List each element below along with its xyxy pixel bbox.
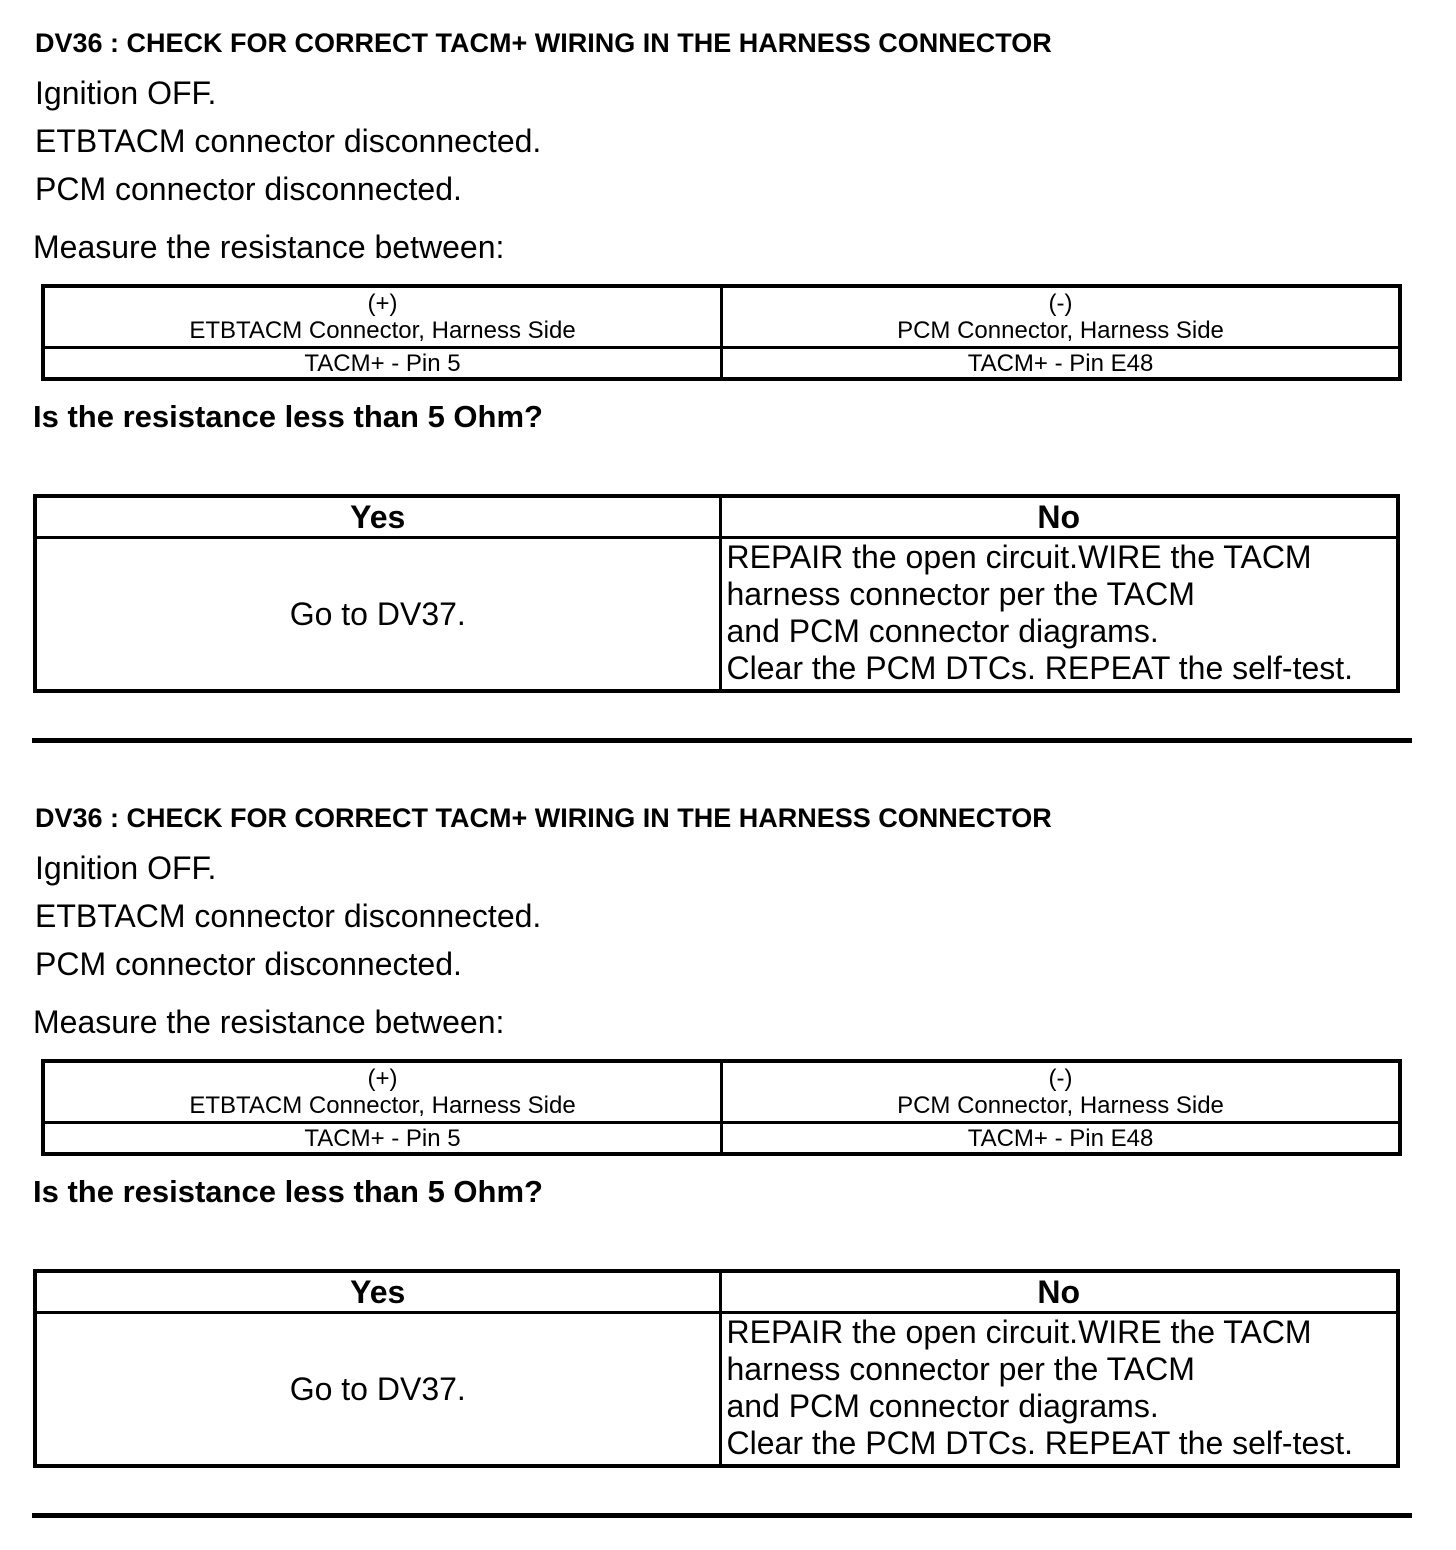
- section-divider: [32, 738, 1412, 743]
- plus-connector-label: ETBTACM Connector, Harness Side: [189, 317, 576, 344]
- plus-pin-value: TACM+ - Pin 5: [43, 348, 722, 380]
- step-instruction: PCM connector disconnected.: [35, 946, 462, 982]
- measurement-value-row: [43, 1123, 1400, 1155]
- step-title: DV36 : CHECK FOR CORRECT TACM+ WIRING IN THE HARNESS CONNECTOR: [35, 28, 1052, 58]
- no-header: No: [720, 1271, 1398, 1313]
- minus-header-cell: [722, 286, 1401, 348]
- section-divider: [32, 1513, 1412, 1518]
- measurement-table: [41, 284, 1402, 381]
- result-header-row: [35, 496, 1398, 538]
- plus-header-cell: [43, 1061, 722, 1123]
- yes-action: Go to DV37.: [35, 1313, 720, 1467]
- plus-pin-value: TACM+ - Pin 5: [43, 1123, 722, 1155]
- yes-header: Yes: [35, 1271, 720, 1313]
- minus-connector-label: PCM Connector, Harness Side: [897, 317, 1224, 344]
- minus-pin-value: TACM+ - Pin E48: [722, 1123, 1401, 1155]
- plus-connector-label: ETBTACM Connector, Harness Side: [189, 1092, 576, 1119]
- result-table: [33, 494, 1400, 693]
- minus-connector-label: PCM Connector, Harness Side: [897, 1092, 1224, 1119]
- measure-label: Measure the resistance between:: [33, 1004, 505, 1040]
- step-instruction: ETBTACM connector disconnected.: [35, 123, 542, 159]
- minus-pin-value: TACM+ - Pin E48: [722, 348, 1401, 380]
- step-instruction: Ignition OFF.: [35, 850, 217, 886]
- no-header: No: [720, 496, 1398, 538]
- minus-sign: (-): [1048, 1065, 1073, 1092]
- result-header-row: [35, 1271, 1398, 1313]
- minus-header-cell: [722, 1061, 1401, 1123]
- plus-sign: (+): [367, 1065, 398, 1092]
- no-action: [720, 1313, 1398, 1467]
- decision-question: Is the resistance less than 5 Ohm?: [33, 1174, 543, 1209]
- no-action-line: and PCM connector diagrams.: [726, 1388, 1159, 1424]
- result-table: [33, 1269, 1400, 1468]
- no-action-line: REPAIR the open circuit.WIRE the TACM: [726, 539, 1312, 575]
- no-action: [720, 538, 1398, 692]
- no-action-line: and PCM connector diagrams.: [726, 613, 1159, 649]
- plus-sign: (+): [367, 290, 398, 317]
- yes-header: Yes: [35, 496, 720, 538]
- decision-question: Is the resistance less than 5 Ohm?: [33, 399, 543, 434]
- step-instruction: PCM connector disconnected.: [35, 171, 462, 207]
- no-action-line: harness connector per the TACM: [726, 1351, 1195, 1387]
- no-action-line: Clear the PCM DTCs. REPEAT the self-test.: [726, 1425, 1354, 1461]
- step-title: DV36 : CHECK FOR CORRECT TACM+ WIRING IN THE HARNESS CONNECTOR: [35, 803, 1052, 833]
- measurement-table: [41, 1059, 1402, 1156]
- step-instruction: ETBTACM connector disconnected.: [35, 898, 542, 934]
- result-action-row: [35, 1313, 1398, 1467]
- measure-label: Measure the resistance between:: [33, 229, 505, 265]
- measurement-header-row: [43, 286, 1400, 348]
- no-action-line: harness connector per the TACM: [726, 576, 1195, 612]
- procedure-section-2: [0, 775, 1456, 1550]
- measurement-value-row: [43, 348, 1400, 380]
- step-instruction: Ignition OFF.: [35, 75, 217, 111]
- measurement-header-row: [43, 1061, 1400, 1123]
- no-action-line: REPAIR the open circuit.WIRE the TACM: [726, 1314, 1312, 1350]
- minus-sign: (-): [1048, 290, 1073, 317]
- no-action-line: Clear the PCM DTCs. REPEAT the self-test.: [726, 650, 1354, 686]
- yes-action: Go to DV37.: [35, 538, 720, 692]
- result-action-row: [35, 538, 1398, 692]
- plus-header-cell: [43, 286, 722, 348]
